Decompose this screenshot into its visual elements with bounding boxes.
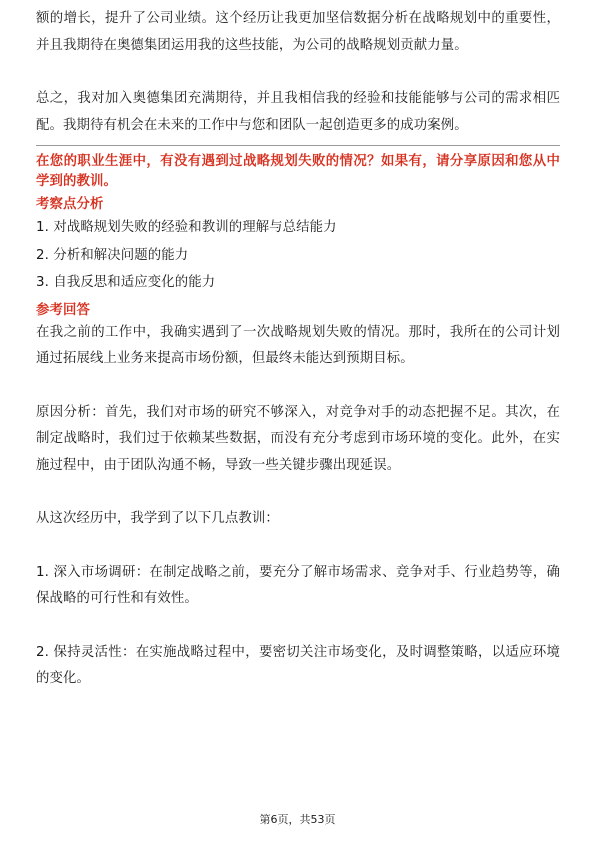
paragraph-gap (36, 613, 560, 640)
answer-title: 参考回答 (36, 302, 90, 318)
paragraph-gap (36, 59, 560, 86)
answer-paragraph-5: 2. 保持灵活性：在实施战略过程中，要密切关注市场变化，及时调整策略，以适应环境的变化。 (36, 644, 560, 686)
analysis-item-1: 1. 对战略规划失败的经验和教训的理解与总结能力 (36, 220, 337, 235)
answer-paragraph-4: 1. 深入市场调研：在制定战略之前，要充分了解市场需求、竞争对手、行业趋势等，确保战略的可行性和有效性。 (36, 564, 560, 606)
page-content (36, 6, 560, 693)
answer-paragraph-1: 在我之前的工作中，我确实遇到了一次战略规划失败的情况。那时，我所在的公司计划通过拓展线上业务来提高市场份额，但最终未能达到预期目标。 (36, 324, 560, 366)
intro-paragraph-2: 总之，我对加入奥德集团充满期待，并且我相信我的经验和技能能够与公司的需求相匹配。我期待有机会在未来的工作中与您和团队一起创造更多的成功案例。 (36, 91, 560, 133)
paragraph-gap (36, 533, 560, 560)
paragraph-gap (36, 479, 560, 506)
section-divider (36, 145, 560, 146)
answer-paragraph-3: 从这次经历中，我学到了以下几点教训： (36, 511, 279, 526)
interview-question: 在您的职业生涯中，有没有遇到过战略规划失败的情况？如果有，请分享原因和您从中学到的教训。 (36, 154, 560, 189)
answer-paragraph-2: 原因分析：首先，我们对市场的研究不够深入，对竞争对手的动态把握不足。其次，在制定战略时，我们过于依赖某些数据，而没有充分考虑到市场环境的变化。此外，在实施过程中，由于团队沟通不畅，导致一些关键步骤出现延误。 (36, 404, 560, 473)
analysis-title: 考察点分析 (36, 197, 104, 212)
paragraph-gap (36, 373, 560, 400)
page-number-footer: 第6页，共53页 (259, 813, 336, 826)
analysis-item-3: 3. 自我反思和适应变化的能力 (36, 275, 216, 290)
intro-paragraph-1: 额的增长，提升了公司业绩。这个经历让我更加坚信数据分析在战略规划中的重要性，并且我期待在奥德集团运用我的这些技能，为公司的战略规划贡献力量。 (36, 11, 560, 53)
analysis-item-2: 2. 分析和解决问题的能力 (36, 247, 189, 263)
